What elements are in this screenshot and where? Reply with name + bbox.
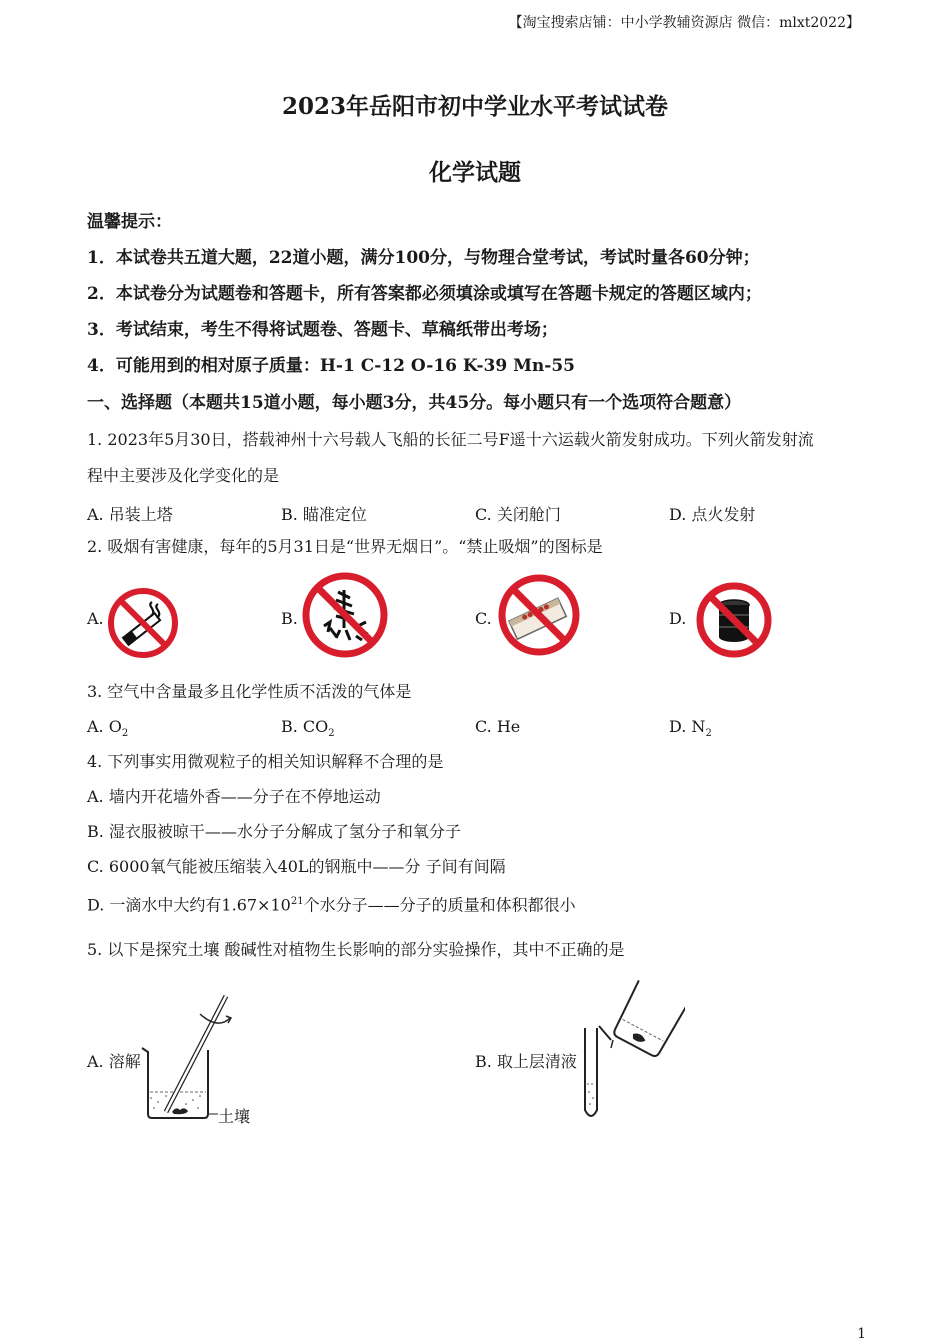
tip-item: 4．可能用到的相对原子质量：H-1 C-12 O-16 K-39 Mn-55 xyxy=(87,356,575,376)
question-stem: 3. 空气中含量最多且化学性质不活泼的气体是 xyxy=(87,682,412,701)
option-a: A. xyxy=(87,609,104,628)
tip-item: 1．本试卷共五道大题，22道小题，满分100分，与物理合堂考试，考试时量各60分钟； xyxy=(87,248,760,268)
option-a: A. $O_2$ xyxy=(87,717,129,740)
question-stem: 5. 以下是探究土壤 酸碱性对植物生长影响的部分实验操作，其中不正确的是 xyxy=(87,940,625,959)
option-a: A. 溶解 xyxy=(87,1052,141,1071)
option-d: D. 一滴水中大约有$1.67\times 10^{21}$个水分子——分子的质量和体积都很小 xyxy=(87,895,576,915)
option-d: D. xyxy=(669,609,687,628)
option-b: B. 取上层清液 xyxy=(475,1052,577,1071)
soil-annotation: 土壤 xyxy=(218,1107,251,1126)
option-b: B. $CO_2$ xyxy=(281,717,335,740)
option-b: B. xyxy=(281,609,298,628)
no-flammable-icon xyxy=(694,580,774,664)
page-number: 1 xyxy=(857,1326,866,1342)
option-c: C. 关闭舱门 xyxy=(475,505,561,524)
option-a: A. 墙内开花墙外香——分子在不停地运动 xyxy=(87,787,381,806)
pouring-liquid-icon xyxy=(575,980,685,1129)
option-b: B. 湿衣服被晾干——水分子分解成了氢分子和氧分子 xyxy=(87,822,461,841)
option-c: C. 6000氧气能被压缩装入40L的钢瓶中——分 子间有间隔 xyxy=(87,857,506,876)
option-c: C. He xyxy=(475,717,521,736)
no-smoking-icon xyxy=(106,586,180,664)
option-a: A. 吊装上塔 xyxy=(87,505,173,524)
no-matches-icon xyxy=(496,572,582,662)
tip-item: 2．本试卷分为试题卷和答题卡，所有答案都必须填涂或填写在答题卡规定的答题区域内； xyxy=(87,284,762,304)
tips-heading: 温馨提示： xyxy=(87,212,172,232)
exam-title: 2023年岳阳市初中学业水平考试试卷 xyxy=(281,93,668,120)
header-note: 【淘宝搜索店铺：中小学教辅资源店 微信：mlxt2022】 xyxy=(508,15,860,31)
question-stem: 4. 下列事实用微观粒子的相关知识解释不合理的是 xyxy=(87,752,444,771)
question-stem: 2. 吸烟有害健康，每年的5月31日是“世界无烟日”。“禁止吸烟”的图标是 xyxy=(87,537,603,556)
option-d: D. 点火发射 xyxy=(669,505,756,524)
exam-subtitle: 化学试题 xyxy=(429,159,521,186)
option-b: B. 瞄准定位 xyxy=(281,505,367,524)
option-d: D. $N_2$ xyxy=(669,717,712,740)
tip-item: 3．考试结束，考生不得将试题卷、答题卡、草稿纸带出考场； xyxy=(87,320,558,340)
question-stem: 程中主要涉及化学变化的是 xyxy=(87,466,280,485)
option-c: C. xyxy=(475,609,492,628)
no-fireworks-icon xyxy=(300,570,390,664)
question-stem: 1. 2023年5月30日，搭载神州十六号载人飞船的长征二号F遥十六运载火箭发射成功。下列火箭发射流 xyxy=(87,430,814,449)
section-heading: 一、选择题（本题共15道小题，每小题3分，共45分。每小题只有一个选项符合题意） xyxy=(87,393,742,413)
